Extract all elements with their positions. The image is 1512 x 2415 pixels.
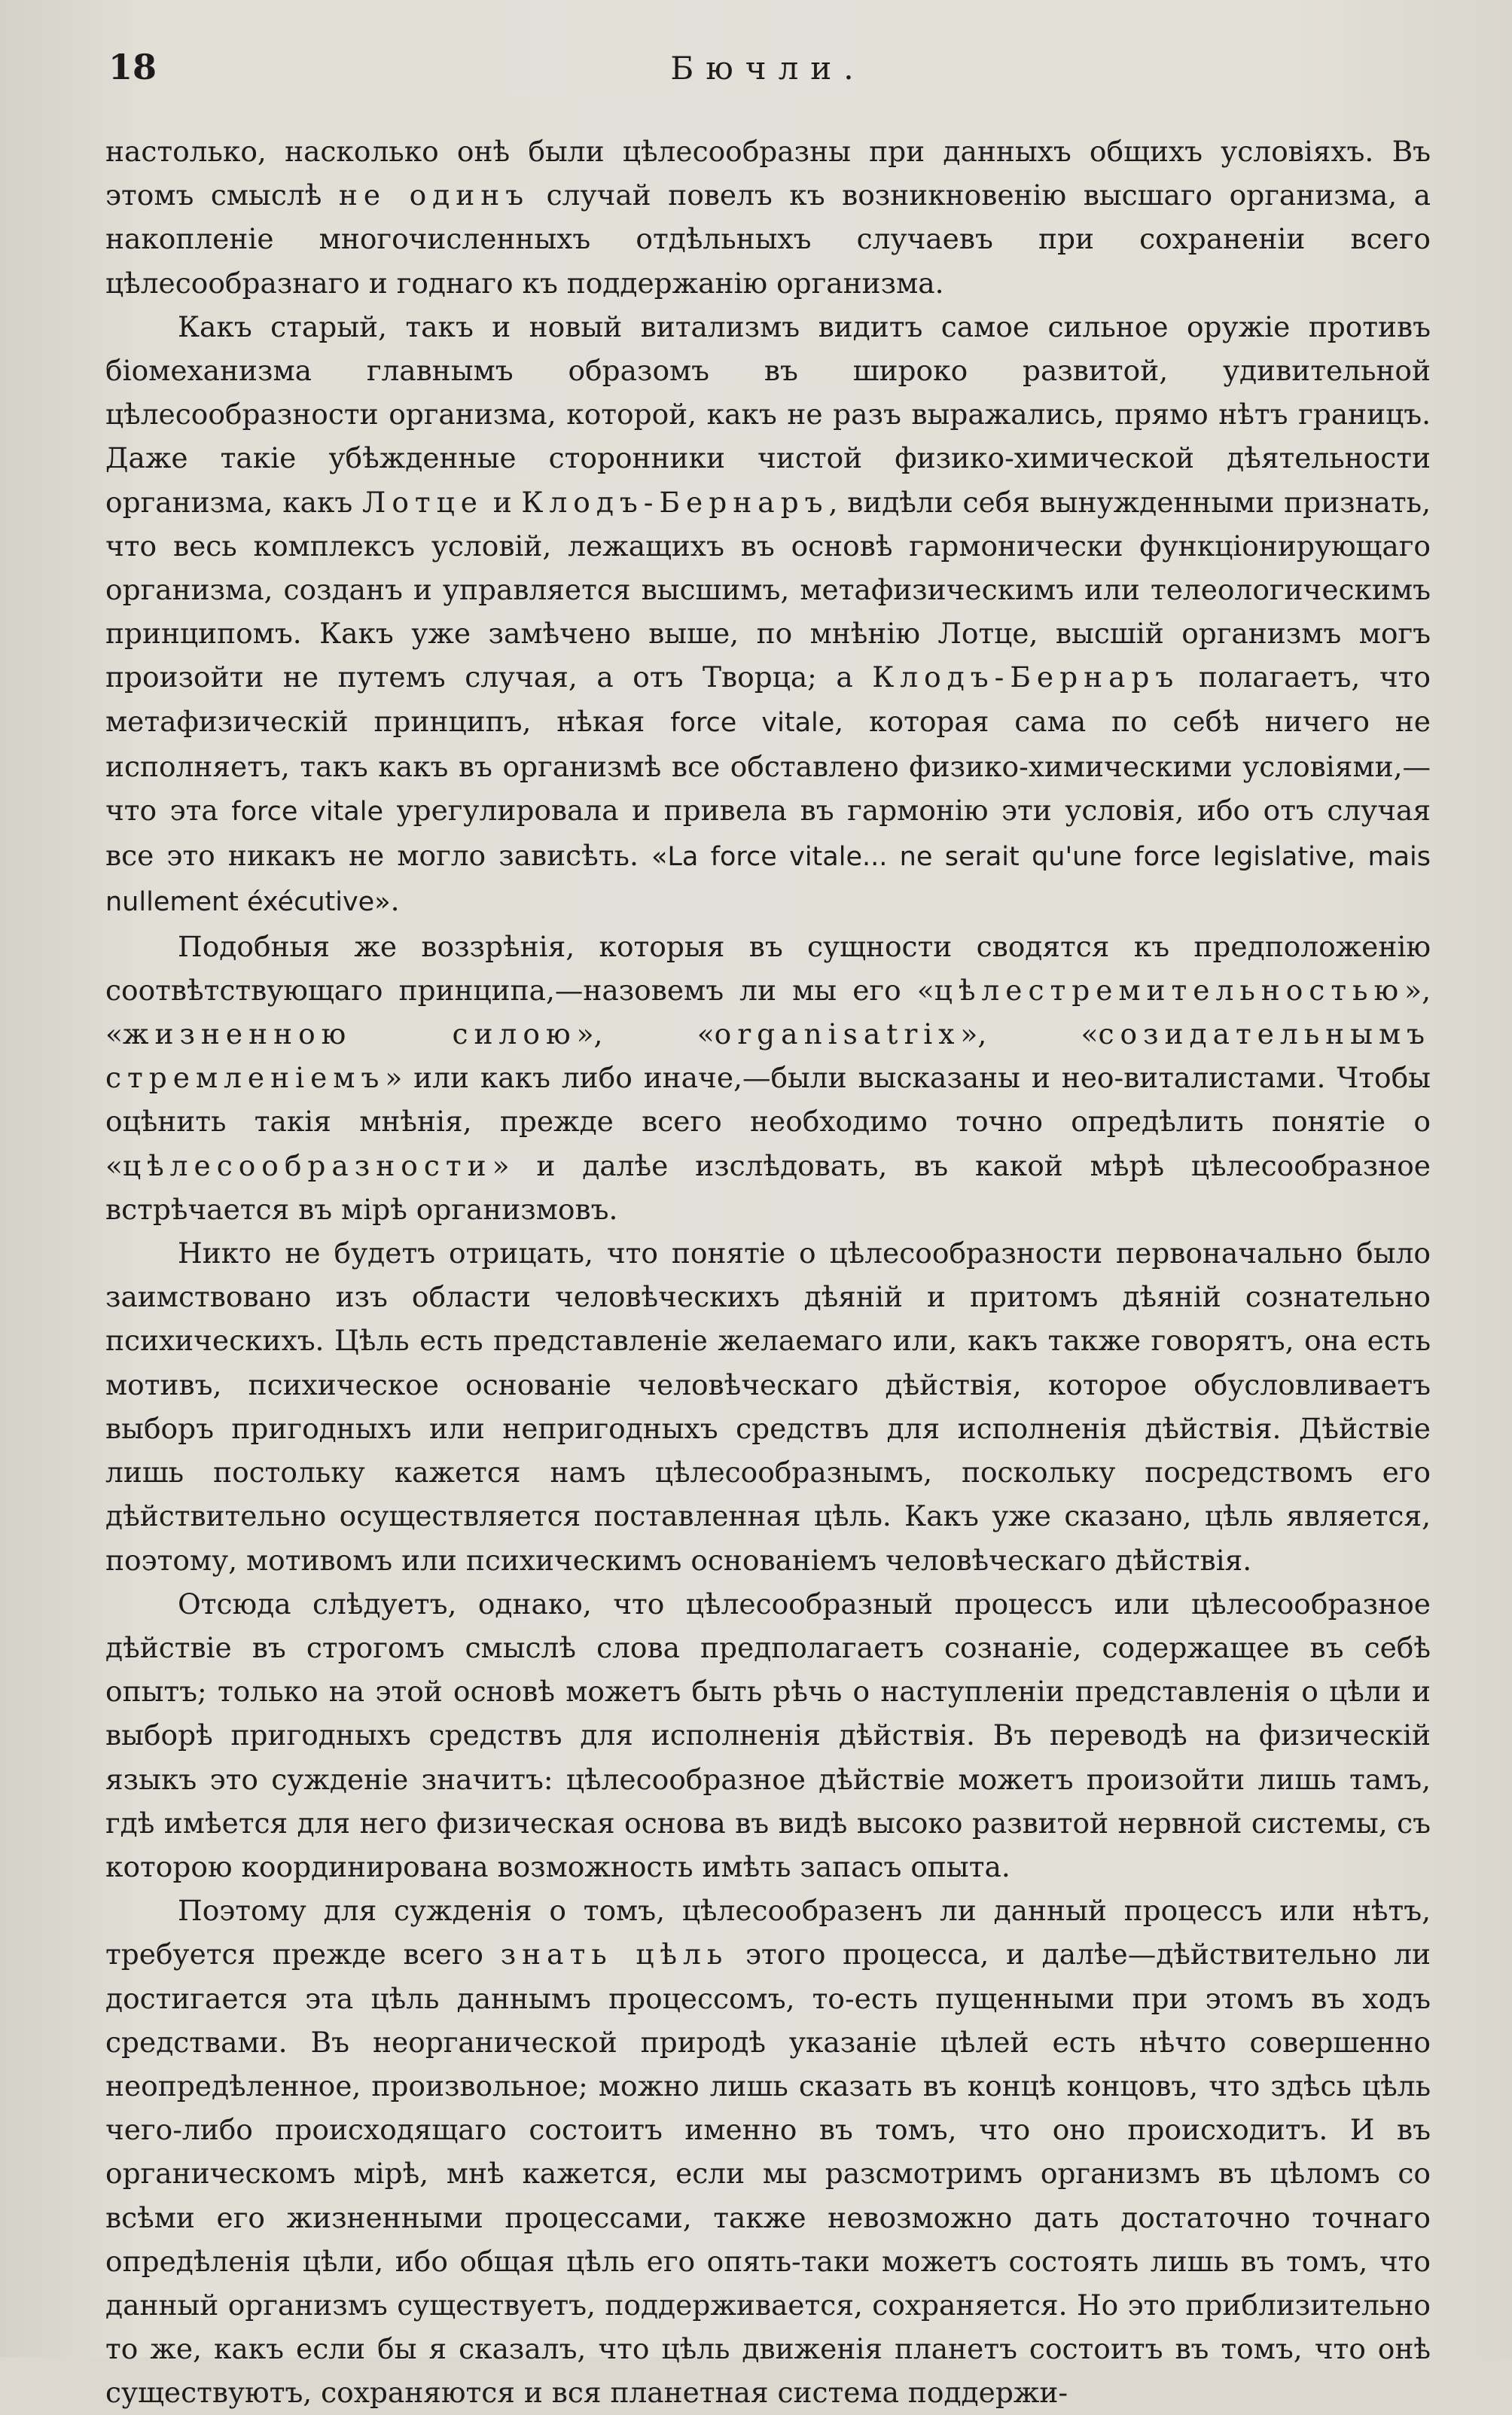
latin-quote: force vitale [670, 707, 835, 738]
paragraph [105, 1582, 1431, 1889]
text-run: » или какъ либо иначе,—были высказаны и нео-виталистами. Чтобы оцѣнить такія мнѣнія, прежде всего необходимо точно опредѣлить понятіе о « [105, 1061, 1431, 1182]
paragraph [105, 130, 1431, 305]
text-run: Какъ старый, такъ и новый витализмъ видитъ самое сильное оружіе противъ біомеханизма главнымъ образомъ въ широко развитой, удивительной цѣлесообразности организма, которой, какъ не разъ выражались, прямо нѣтъ границъ. Даже такіе убѣжденные сторонники чистой физико-химической дѣятельности организма, какъ [105, 309, 1431, 519]
text-run: Поэтому для сужденія о томъ, цѣлесообразенъ ли данный процессъ или нѣтъ, требуется прежде всего [105, 1894, 1431, 1971]
text-run: , видѣли себя вынужденными признать, что весь комплексъ условій, лежащихъ въ основѣ гармонически функціонирующаго организма, созданъ и управляется высшимъ, метафизическимъ или телеологическимъ принципомъ. Какъ уже замѣчено выше, по мнѣнію Лотце, высшій организмъ могъ произойти не путемъ случая, а отъ Творца; а [105, 485, 1431, 694]
spaced-emphasis: цѣлесообразности [122, 1148, 492, 1182]
spaced-emphasis: Клодъ-Бернаръ [872, 660, 1180, 694]
text-run: », « [105, 973, 1431, 1051]
text-run: », « [960, 1017, 1099, 1051]
spaced-emphasis: не одинъ [338, 178, 530, 212]
spaced-emphasis: Клодъ-Бернаръ [521, 485, 829, 519]
text-run: Отсюда слѣдуетъ, однако, что цѣлесообразный процессъ или цѣлесообразное дѣйствіе въ строгомъ смыслѣ слова предполагаетъ сознаніе, содержащее въ себѣ опытъ; только на этой основѣ можетъ быть рѣчь о наступленіи представленія о цѣли и выборѣ пригодныхъ средствъ для исполненія дѣйствія. Въ переводѣ на физическій языкъ это сужденіе значитъ: цѣлесообразное дѣйствіе можетъ произойти лишь тамъ, гдѣ имѣется для него физическая основа въ видѣ высоко развитой нервной системы, съ которою координирована возможность имѣть запасъ опыта. [105, 1587, 1431, 1883]
page-number: 18 [108, 47, 157, 87]
text-run: урегулировала и привела въ гармонію эти условія, ибо отъ случая все это никакъ не могло зависѣть. [105, 794, 1431, 873]
page-header [105, 47, 1431, 99]
body-text [105, 130, 1431, 2415]
spaced-emphasis: цѣлестремительностью [934, 973, 1405, 1007]
paragraph [105, 305, 1431, 925]
text-run: и [483, 485, 522, 519]
text-run: этого процесса, и далѣе—дѣйствительно ли достигается эта цѣль даннымъ процессомъ, то-есть пущенными при этомъ въ ходъ средствами. Въ неорганической природѣ указаніе цѣлей есть нѣчто совершенно неопредѣленное, произвольное; можно лишь сказать въ концѣ концовъ, что здѣсь цѣль чего-либо происходящаго состоитъ именно въ томъ, что оно происходитъ. И въ органическомъ мірѣ, мнѣ кажется, если мы разсмотримъ организмъ въ цѣломъ со всѣми его жизненными процессами, также невозможно дать достаточно точнаго опредѣленія цѣли, ибо общая цѣль его опять-таки можетъ состоять лишь въ томъ, что данный организмъ существуетъ, поддерживается, сохраняется. Но это приблизительно то же, какъ если бы я сказалъ, что цѣль движенія планетъ состоитъ въ томъ, что онѣ существуютъ, сохраняются и вся планетная система поддержи- [105, 1938, 1431, 2410]
latin-quote: force vitale [231, 797, 384, 828]
text-run: », « [576, 1017, 715, 1051]
text-run: Подобныя же воззрѣнія, которыя въ сущности сводятся къ предположенію соотвѣтствующаго принципа,—назовемъ ли мы его « [105, 929, 1431, 1007]
text-run: полагаетъ, что метафизическій принципъ, нѣкая [105, 660, 1431, 738]
spaced-emphasis: созидательнымъ стремленіемъ [105, 1017, 1431, 1095]
spaced-emphasis: жизненною силою [122, 1017, 577, 1051]
text-run: Никто не будетъ отрицать, что понятіе о цѣлесообразности первоначально было заимствовано изъ области человѣческихъ дѣяній и притомъ дѣяній сознательно психическихъ. Цѣль есть представленіе желаемаго или, какъ также говорятъ, она есть мотивъ, психическое основаніе человѣческаго дѣйствія, которое обусловливаетъ выборъ пригодныхъ или непригодныхъ средствъ для исполненія дѣйствія. Дѣйствіе лишь постольку кажется намъ цѣлесообразнымъ, поскольку посредствомъ его дѣйствительно осуществляется поставленная цѣль. Какъ уже сказано, цѣль является, поэтому, мотивомъ или психическимъ основаніемъ человѣческаго дѣйствія. [105, 1236, 1431, 1577]
running-title: Бючли. [670, 50, 866, 87]
latin-quote: «La force vitale... ne serait qu'une force legislative, mais nullement éxécutive» [105, 842, 1431, 918]
paragraph [105, 1231, 1431, 1582]
paragraph [105, 1889, 1431, 2414]
spaced-emphasis: Лотце [362, 485, 483, 519]
text-run: настолько, насколько онѣ были цѣлесообразны при данныхъ общихъ условіяхъ. Въ этомъ смыслѣ [105, 135, 1431, 212]
text-run: случай повелъ къ возникновенію высшаго организма, а накопленіе многочисленныхъ отдѣльныхъ случаевъ при сохраненіи всего цѣлесообразнаго и годнаго къ поддержанію организма. [105, 178, 1431, 300]
spaced-emphasis: organisatrix [714, 1017, 961, 1051]
text-run: . [390, 884, 400, 918]
text-run: » и далѣе изслѣдовать, въ какой мѣрѣ цѣлесообразное встрѣчается въ мірѣ организмовъ. [105, 1148, 1431, 1226]
paragraph [105, 925, 1431, 1231]
text-run: , которая сама по себѣ ничего не исполняетъ, такъ какъ въ организмѣ все обставлено физико-химическими условіями,—что эта [105, 704, 1431, 828]
spaced-emphasis: знать цѣль [500, 1938, 729, 1971]
